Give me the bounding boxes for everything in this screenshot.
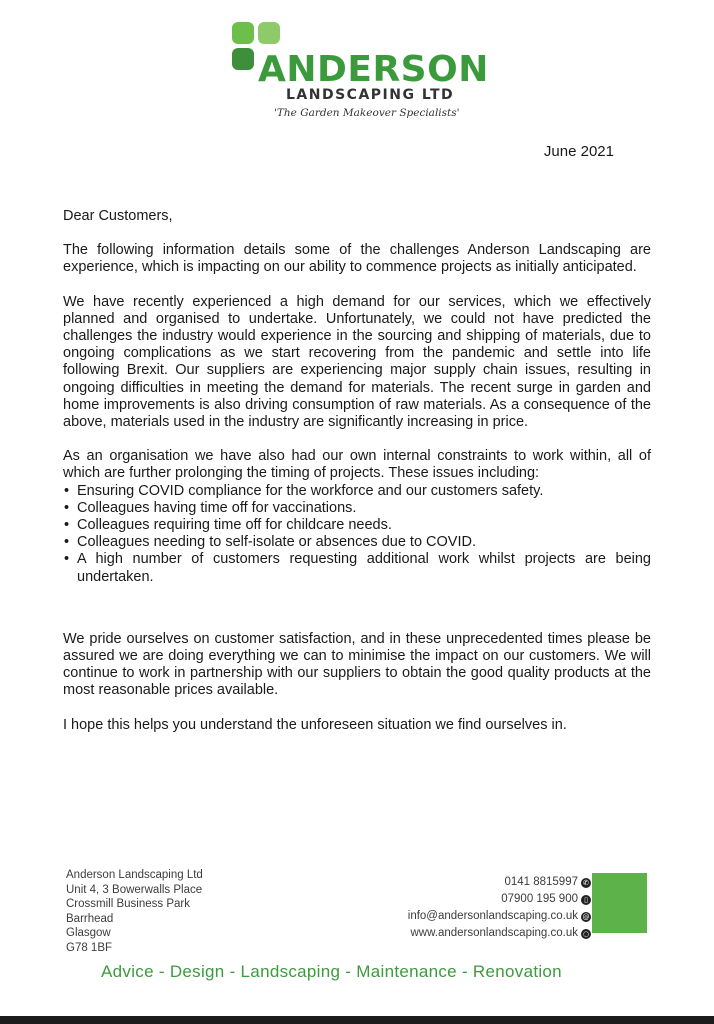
letter-body	[63, 208, 651, 751]
list-item: • Ensuring COVID compliance for the workforce and our customers safety.	[63, 483, 651, 500]
paragraph-closing: I hope this helps you understand the unforeseen situation we find ourselves in.	[63, 716, 567, 733]
logo-tagline: 'The Garden Makeover Specialists'	[274, 107, 460, 119]
bottom-bar	[0, 1016, 714, 1024]
paragraph-demand: We have recently experienced a high demand for our services, which we effectively planned and organised to undertake. Unfortunately, we could not have predicted the challenges the industry would experience in the sourcing and shipping of materials, due to ongoing complications as we start recovering from the pandemic and settle into life following Brexit. Our suppliers are experiencing major supply chain issues, resulting in ongoing difficulties in meeting the demand for materials. The recent surge in garden and home improvements is also driving consumption of raw materials. As a consequence of the above, materials used in the industry are significantly increasing in price.	[63, 293, 651, 431]
paragraph-intro: The following information details some of the challenges Anderson Landscaping are experience, which is impacting on our ability to commence projects as initially anticipated.	[63, 242, 651, 276]
footer-contact	[408, 874, 591, 942]
letter-date: June 2021	[543, 143, 614, 160]
logo-subtitle: LANDSCAPING LTD	[286, 87, 455, 103]
logo-company-name: ANDERSON	[258, 49, 489, 90]
paragraph-satisfaction: We pride ourselves on customer satisfaction, and in these unprecedented times please be assured we are doing everything we can to minimise the impact on our customers. We will continue to work in partnership with our suppliers to obtain the good quality products at the most reasonable prices available.	[63, 630, 651, 699]
company-logo	[226, 18, 496, 128]
list-item: • Colleagues having time off for vaccinations.	[63, 500, 651, 517]
mobile-icon: ▯	[581, 895, 591, 905]
constraints-list	[63, 483, 651, 586]
paragraph-constraints: As an organisation we have also had our own internal constraints to work within, all of which are further prolonging the timing of projects. These issues including:	[63, 448, 651, 482]
contact-mobile: 07900 195 900	[501, 893, 578, 905]
address-line: Anderson Landscaping Ltd	[66, 869, 203, 881]
email-icon: @	[582, 912, 590, 921]
address-line: Glasgow	[66, 927, 111, 940]
footer-green-block	[592, 873, 647, 933]
contact-phone-row	[408, 874, 591, 891]
contact-web-row	[408, 925, 591, 942]
list-item: • Colleagues needing to self-isolate or absences due to COVID.	[63, 534, 651, 551]
address-line: Unit 4, 3 Bowerwalls Place	[66, 883, 203, 896]
web-icon: ○	[582, 929, 590, 938]
salutation: Dear Customers,	[63, 208, 173, 224]
address-line: Crossmill Business Park	[66, 898, 190, 911]
services-tagline: Advice - Design - Landscaping - Maintenance - Renovation	[101, 962, 562, 981]
list-item: • Colleagues requiring time off for childcare needs.	[63, 517, 651, 534]
contact-email-row	[408, 908, 591, 925]
contact-mobile-row	[408, 891, 591, 908]
contact-phone: 0141 8815997	[504, 876, 578, 888]
address-line: G78 1BF	[66, 941, 113, 954]
contact-email: info@andersonlandscaping.co.uk	[407, 910, 578, 922]
footer-address	[66, 868, 203, 956]
phone-icon: ✆	[581, 878, 591, 888]
address-line: Barrhead	[66, 912, 114, 925]
list-item: • A high number of customers requesting additional work whilst projects are being undertaken.	[63, 551, 651, 585]
contact-web: www.andersonlandscaping.co.uk	[410, 927, 578, 939]
